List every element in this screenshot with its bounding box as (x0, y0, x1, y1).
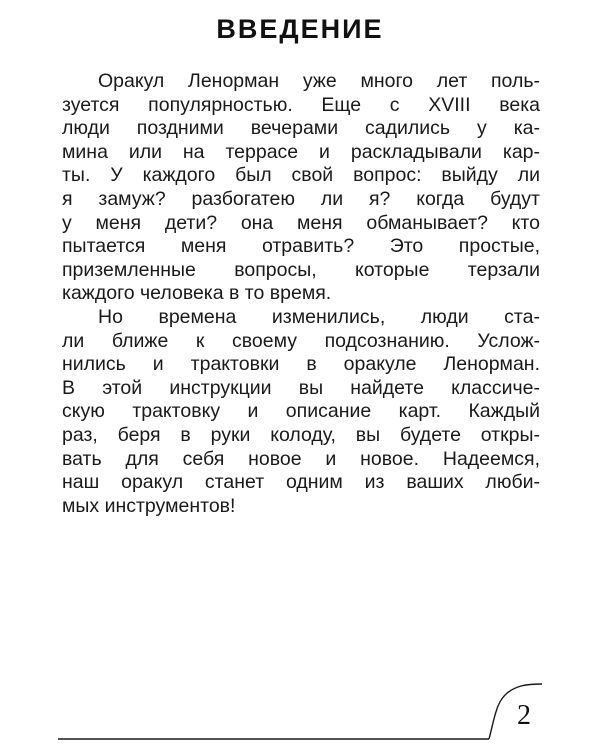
text-line: Но времена изменились, люди ста- (98, 305, 540, 328)
text-line: приземленные вопросы, которые терзали (62, 258, 540, 281)
text-line: у меня дети? она меня обманывает? кто (62, 211, 540, 234)
text-line: зуется популярностью. Еще с XVIII века (62, 93, 540, 116)
text-line: мых инструментов! (62, 494, 236, 517)
page-title: ВВЕДЕНИЕ (216, 14, 384, 44)
text-line: я замуж? разбогатею ли я? когда будут (62, 187, 540, 210)
text-line: В этой инструкции вы найдете классиче- (62, 376, 540, 399)
text-line: Оракул Ленорман уже много лет поль- (98, 70, 540, 92)
page-number: 2 (517, 700, 531, 731)
text-line: раз, беря в руки колоду, вы будете откры- (62, 423, 540, 446)
text-line: вать для себя новое и новое. Надеемся, (62, 447, 540, 470)
text-line: ли ближе к своему подсознанию. Услож- (62, 329, 540, 352)
text-line: мина или на террасе и раскладывали кар- (62, 140, 540, 163)
paragraph-1 (62, 70, 540, 306)
text-line: пытается меня отравить? Это простые, (62, 235, 540, 258)
text-line: нились и трактовки в оракуле Ленорман. (62, 353, 540, 376)
text-line: скую трактовку и описание карт. Каждый (62, 400, 540, 423)
text-line: наш оракул станет одним из ваших люби- (62, 471, 540, 494)
body-text (62, 70, 540, 518)
text-line: люди поздними вечерами садились у ка- (62, 117, 540, 140)
text-line: каждого человека в то время. (62, 282, 332, 305)
text-line: ты. У каждого был свой вопрос: выйду ли (62, 164, 540, 187)
paragraph-2 (62, 306, 540, 518)
